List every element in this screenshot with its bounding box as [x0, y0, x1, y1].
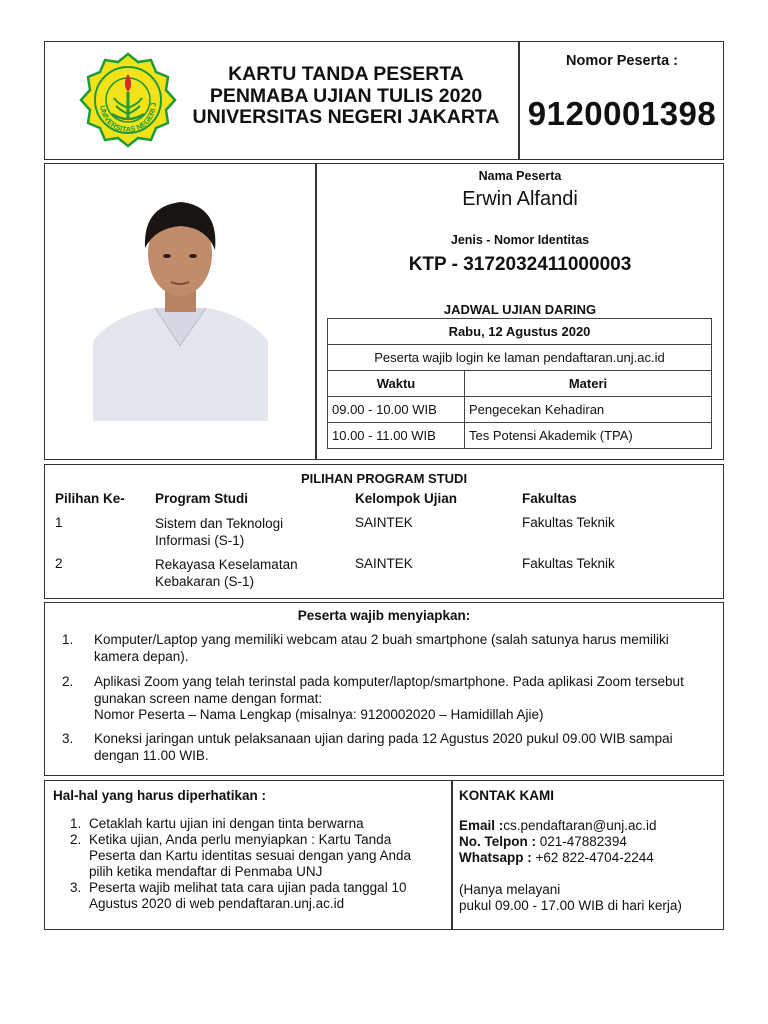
- program-row-group: SAINTEK: [355, 556, 413, 571]
- phone-value: 021-47882394: [536, 834, 627, 849]
- prodi-line: Sistem dan Teknologi: [155, 516, 284, 531]
- contact-phone: [459, 834, 719, 850]
- programs-header-group: Kelompok Ujian: [355, 491, 458, 506]
- contact-whatsapp: [459, 850, 719, 866]
- prepare-line: gunakan screen name dengan format:: [94, 690, 323, 706]
- program-row-no: 2: [55, 556, 63, 571]
- prodi-line: Rekayasa Keselamatan: [155, 557, 298, 572]
- program-row-prodi: [155, 515, 283, 549]
- schedule-title: JADWAL UJIAN DARING: [443, 302, 597, 317]
- program-row-group: SAINTEK: [355, 515, 413, 530]
- contact-title: KONTAK KAMI: [459, 788, 554, 803]
- note-item-no: 2.: [70, 832, 82, 847]
- prepare-line: kamera depan).: [94, 648, 189, 664]
- email-value: cs.pendaftaran@unj.ac.id: [503, 818, 657, 833]
- prepare-line: Nomor Peserta – Nama Lengkap (misalnya: 9120002020 – Hamidillah Ajie): [94, 707, 544, 722]
- note-item: [70, 880, 445, 912]
- program-row-prodi: [155, 556, 298, 590]
- name-label: Nama Peserta: [478, 169, 562, 183]
- note-line: Ketika ujian, Anda perlu menyiapkan : Kartu Tanda: [89, 832, 392, 847]
- programs-header-prodi: Program Studi: [155, 491, 249, 506]
- note-line: Agustus 2020 di web pendaftaran.unj.ac.id: [89, 896, 345, 911]
- card-title: [178, 64, 514, 129]
- program-row-faculty: Fakultas Teknik: [522, 515, 615, 530]
- id-label: Jenis - Nomor Identitas: [450, 233, 590, 247]
- schedule-date: Rabu, 12 Agustus 2020: [328, 319, 712, 345]
- title-line-1: KARTU TANDA PESERTA: [228, 63, 464, 85]
- contact-details: [459, 818, 719, 914]
- note-item-no: 1.: [70, 816, 82, 831]
- prepare-line: dengan 11.00 WIB.: [94, 747, 209, 763]
- program-row-faculty: Fakultas Teknik: [522, 556, 615, 571]
- svg-text:UNIVERSITAS NEGERI JAKARTA: UNIVERSITAS NEGERI J: [97, 102, 159, 135]
- col-subject-header: Materi: [465, 371, 712, 397]
- title-line-2: PENMABA UJIAN TULIS 2020: [209, 84, 483, 107]
- prepare-line: Koneksi jaringan untuk pelaksanaan ujian daring pada 12 Agustus 2020 pukul 09.00 WIB sampai: [94, 731, 673, 746]
- note-item: [70, 832, 445, 880]
- nomor-peserta-label: Nomor Peserta :: [565, 53, 678, 69]
- note-line: Cetaklah kartu ujian ini dengan tinta berwarna: [89, 816, 364, 831]
- participant-photo: [93, 196, 268, 421]
- col-time-header: Waktu: [328, 371, 465, 397]
- prepare-item: [62, 731, 712, 764]
- title-line-3: UNIVERSITAS NEGERI JAKARTA: [192, 106, 500, 128]
- prodi-line: Informasi (S-1): [155, 533, 245, 548]
- wa-label: Whatsapp :: [459, 850, 532, 865]
- wa-value: +62 822-4704-2244: [531, 850, 654, 865]
- programs-header-no: Pilihan Ke-: [55, 491, 125, 506]
- email-label: Email :: [459, 818, 504, 833]
- id-value: KTP - 3172032411000003: [408, 254, 632, 275]
- schedule-table: [327, 318, 712, 449]
- prepare-line: Aplikasi Zoom yang telah terinstal pada komputer/laptop/smartphone. Pada aplikasi Zoom tersebut: [94, 674, 684, 689]
- programs-title: PILIHAN PROGRAM STUDI: [300, 471, 468, 486]
- prepare-line: Komputer/Laptop yang memiliki webcam atau 2 buah smartphone (salah satunya harus memiliki: [94, 632, 669, 647]
- contact-email: [459, 818, 719, 834]
- prepare-item-no: 2.: [62, 674, 74, 689]
- note-line: pilih ketika mendaftar di Penmaba UNJ: [89, 864, 323, 879]
- nomor-peserta-value: 9120001398: [527, 95, 717, 132]
- schedule-row: [328, 423, 712, 449]
- prepare-title: Peserta wajib menyiapkan:: [297, 608, 471, 623]
- prepare-item-no: 1.: [62, 632, 74, 647]
- participant-name: Erwin Alfandi: [462, 188, 578, 210]
- notes-title: Hal-hal yang harus diperhatikan :: [53, 788, 267, 803]
- hours-line: pukul 09.00 - 17.00 WIB di hari kerja): [459, 898, 682, 913]
- schedule-subject: Pengecekan Kehadiran: [465, 397, 712, 423]
- unj-logo: [78, 52, 178, 148]
- prepare-item: [62, 674, 712, 724]
- notes-contact-divider: [451, 780, 453, 930]
- phone-label: No. Telpon :: [459, 834, 536, 849]
- schedule-time: 10.00 - 11.00 WIB: [328, 423, 465, 449]
- schedule-note: Peserta wajib login ke laman pendaftaran.unj.ac.id: [328, 345, 712, 371]
- prepare-item-no: 3.: [62, 731, 74, 746]
- prepare-item: [62, 632, 712, 665]
- schedule-subject: Tes Potensi Akademik (TPA): [465, 423, 712, 449]
- programs-header-faculty: Fakultas: [522, 491, 577, 506]
- note-item: [70, 816, 445, 832]
- note-item-no: 3.: [70, 880, 82, 895]
- schedule-time: 09.00 - 10.00 WIB: [328, 397, 465, 423]
- prodi-line: Kebakaran (S-1): [155, 574, 255, 589]
- note-line: Peserta wajib melihat tata cara ujian pada tanggal 10: [89, 880, 407, 895]
- hours-line: (Hanya melayani: [459, 882, 561, 897]
- note-line: Peserta dan Kartu identitas sesuai dengan yang Anda: [89, 848, 411, 863]
- schedule-row: [328, 397, 712, 423]
- program-row-no: 1: [55, 515, 63, 530]
